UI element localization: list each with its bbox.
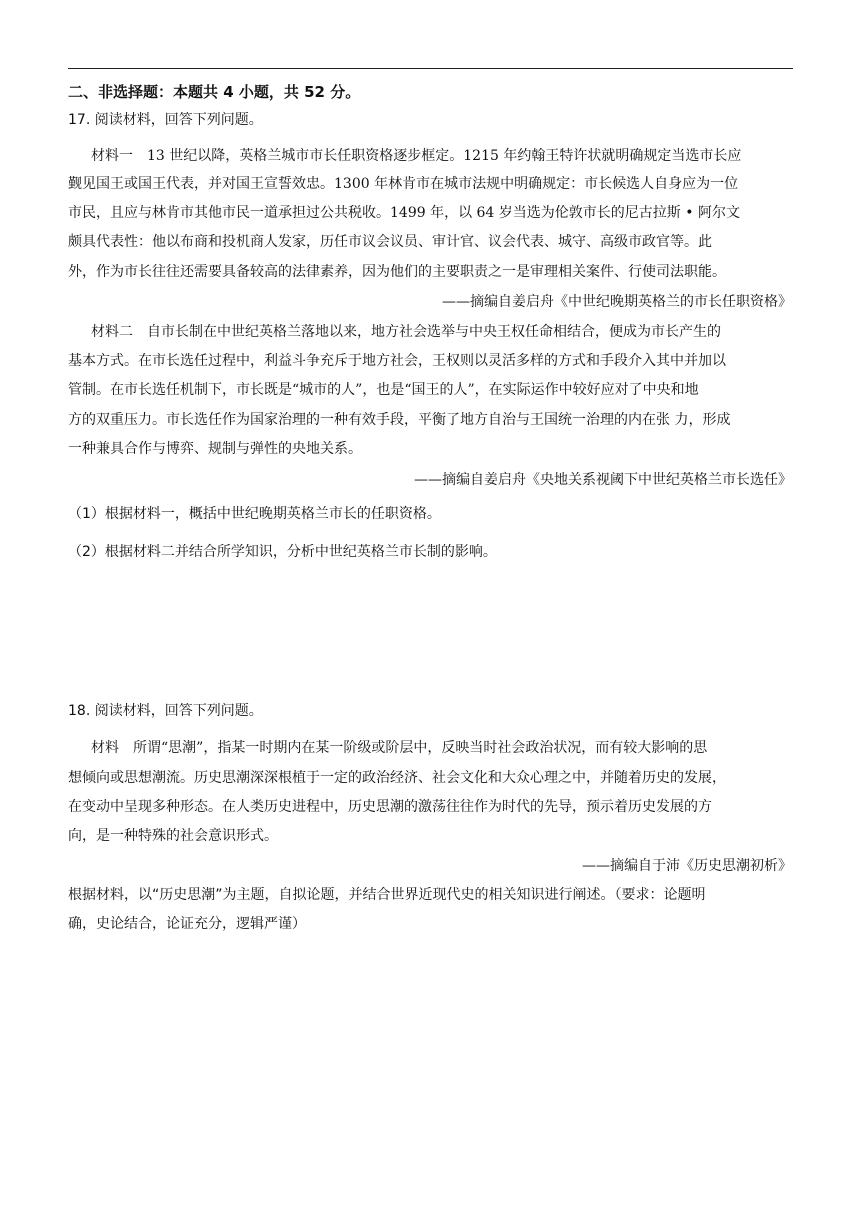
q17-material1-line-5: 外，作为市长往往还需要具备较高的法律素养，因为他们的主要职责之一是审理相关案件、行使司法职能。 xyxy=(68,264,726,280)
q17-material1-line-1: 材料一 13 世纪以降，英格兰城市市长任职资格逐步框定。1215 年约翰王特许状就明确规定当选市长应 xyxy=(91,148,742,164)
q17-material1-line-2: 觐见国王或国王代表，并对国王宣誓效忠。1300 年林肯市在城市法规中明确规定：市长候选人自身应为一位 xyxy=(68,176,739,192)
q18-material-line-3: 在变动中呈现多种形态。在人类历史进程中，历史思潮的激荡往往作为时代的先导，预示着历史发展的方 xyxy=(68,799,712,815)
q18-material-line-2: 想倾向或思想潮流。历史思潮深深根植于一定的政治经济、社会文化和大众心理之中，并随着历史的发展， xyxy=(68,770,726,786)
q17-material1-line-3: 市民，且应与林肯市其他市民一道承担过公共税收。1499 年，以 64 岁当选为伦敦市长的尼古拉斯 • 阿尔文 xyxy=(68,205,740,221)
top-rule xyxy=(68,68,793,69)
q18-material-line-1: 材料 所谓“思潮”，指某一时期内在某一阶级或阶层中，反映当时社会政治状况，而有较大影响的思 xyxy=(91,740,708,756)
q17-heading: 17. 阅读材料，回答下列问题。 xyxy=(68,112,263,128)
q18-source: ——摘编自于沛《历史思潮初析》 xyxy=(582,858,792,874)
q17-material2-line-4: 方的双重压力。市长选任作为国家治理的一种有效手段，平衡了地方自治与王国统一治理的内在张 力，形成 xyxy=(68,412,731,428)
q17-source1: ——摘编自姜启舟《中世纪晚期英格兰的市长任职资格》 xyxy=(442,294,792,310)
q18-heading: 18. 阅读材料，回答下列问题。 xyxy=(68,703,263,719)
q17-material2-line-3: 管制。在市长选任机制下，市长既是“城市的人”，也是“国王的人”，在实际运作中较好应对了中央和地 xyxy=(68,382,699,398)
section-title: 二、非选择题：本题共 4 小题，共 52 分。 xyxy=(68,83,361,101)
q17-question-1: （1）根据材料一，概括中世纪晚期英格兰市长的任职资格。 xyxy=(68,506,441,522)
q17-question-2: （2）根据材料二并结合所学知识，分析中世纪英格兰市长制的影响。 xyxy=(68,544,497,560)
q17-material1-line-4: 颇具代表性：他以布商和投机商人发家，历任市议会议员、审计官、议会代表、城守、高级市政官等。此 xyxy=(68,234,712,250)
q17-material2-line-1: 材料二 自市长制在中世纪英格兰落地以来，地方社会选举与中央王权任命相结合，便成为市长产生的 xyxy=(91,324,721,340)
q18-prompt-line-2: 确，史论结合，论证充分，逻辑严谨） xyxy=(68,916,306,932)
q17-source2: ——摘编自姜启舟《央地关系视阈下中世纪英格兰市长选任》 xyxy=(414,472,792,488)
q17-material2-line-5: 一种兼具合作与博弈、规制与弹性的央地关系。 xyxy=(68,441,362,457)
q18-material-line-4: 向，是一种特殊的社会意识形式。 xyxy=(68,828,278,844)
q17-material2-line-2: 基本方式。在市长选任过程中，利益斗争充斥于地方社会，王权则以灵活多样的方式和手段介入其中并加以 xyxy=(68,353,726,369)
q18-prompt-line-1: 根据材料，以“历史思潮”为主题，自拟论题，并结合世界近现代史的相关知识进行阐述。（要求：论题明 xyxy=(68,887,706,903)
